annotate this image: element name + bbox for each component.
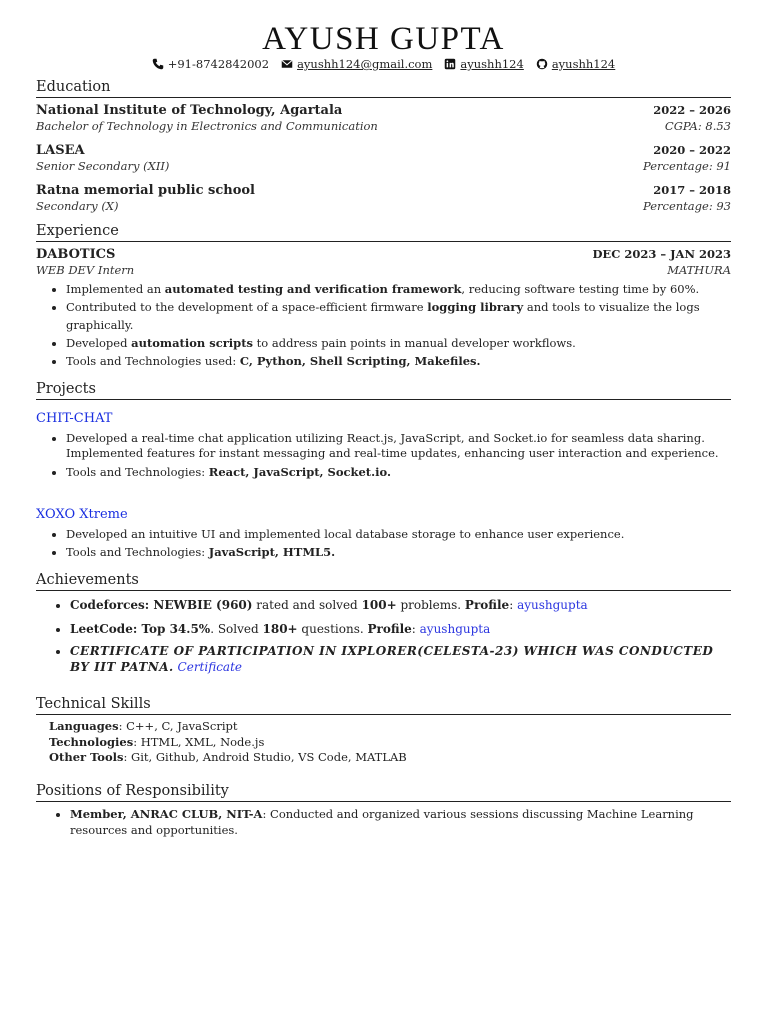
list-item xyxy=(66,543,731,561)
bold-text: Profile xyxy=(464,598,510,612)
score: Percentage: 91 xyxy=(643,159,731,173)
project-bullets xyxy=(36,431,731,480)
list-item xyxy=(66,280,731,298)
bold-text: LeetCode: Top 34.5% xyxy=(70,622,211,636)
education-item xyxy=(36,142,731,174)
list-item xyxy=(66,334,731,352)
date-range: 2022 – 2026 xyxy=(653,103,731,117)
bold-text: automated testing and verification framework xyxy=(164,282,462,296)
github-link[interactable]: ayushh124 xyxy=(551,57,616,71)
bold-text: C, Python, Shell Scripting, Makefiles. xyxy=(239,354,481,368)
profile-link[interactable]: ayushgupta xyxy=(419,622,491,636)
bold-text: logging library xyxy=(427,300,524,314)
list-item xyxy=(70,619,731,639)
date-range: DEC 2023 – JAN 2023 xyxy=(592,247,731,261)
bold-text: 180+ xyxy=(262,622,298,636)
experience-bullets xyxy=(36,280,731,370)
bold-text: Member, ANRAC CLUB, NIT-A xyxy=(70,806,263,821)
certificate-text: CERTIFICATE OF PARTICIPATION IN IXPLORER(CELESTA-23) WHICH WAS CONDUCTED BY IIT PATNA. xyxy=(70,644,714,674)
phone-icon xyxy=(152,58,164,70)
list-item xyxy=(70,643,731,675)
text: : Conducted and organized various sessions discussing Machine Learning resources and opportunities. xyxy=(70,806,694,837)
bold-text: Profile xyxy=(367,622,412,636)
achievements-section xyxy=(36,571,731,675)
resume-page xyxy=(36,0,731,838)
text: , reducing software testing time by 60%. xyxy=(461,282,700,296)
achievement-list xyxy=(36,595,731,675)
text: Tools and Technologies used: xyxy=(66,354,240,368)
list-item: • Developed an intuitive UI and implemented local database storage to enhance user experience. xyxy=(66,525,731,543)
education-item xyxy=(36,182,731,214)
experience-section xyxy=(36,222,731,370)
list-item xyxy=(66,465,731,480)
project-bullets xyxy=(36,525,731,561)
project-title-link[interactable]: CHIT-CHAT xyxy=(36,411,113,426)
degree: Senior Secondary (XII) xyxy=(36,159,170,173)
linkedin-icon xyxy=(444,58,456,70)
list-item xyxy=(70,595,731,615)
skill-label: Languages xyxy=(49,719,119,733)
project-title-link[interactable]: XOXO Xtreme xyxy=(36,507,128,522)
text: . Solved xyxy=(210,622,263,636)
text: Implemented an xyxy=(66,282,165,296)
phone-contact[interactable] xyxy=(152,56,269,72)
section-title: Positions of Responsibility xyxy=(36,782,731,802)
list-item xyxy=(70,806,731,838)
projects-section xyxy=(36,380,731,561)
company-name: DABOTICS xyxy=(36,247,116,262)
skill-value: : Git, Github, Android Studio, VS Code, MATLAB xyxy=(123,750,407,764)
list-item xyxy=(66,352,731,370)
bold-text: React, JavaScript, Socket.io. xyxy=(208,465,391,479)
skill-label: Other Tools xyxy=(49,750,124,764)
responsibility-section xyxy=(36,782,731,838)
skill-label: Technologies xyxy=(49,734,134,749)
section-title: Education xyxy=(36,78,731,98)
text: to address pain points in manual developer workflows. xyxy=(253,336,576,350)
email-link[interactable]: ayushh124@gmail.com xyxy=(297,57,433,71)
skill-value: : HTML, XML, Node.js xyxy=(133,734,265,749)
phone-number: +91-8742842002 xyxy=(167,57,270,71)
skills-section xyxy=(36,695,731,766)
text: : xyxy=(509,598,518,612)
profile-link[interactable]: ayushgupta xyxy=(517,598,588,612)
github-icon xyxy=(536,58,548,70)
institution-name: LASEA xyxy=(36,143,85,158)
skill-row xyxy=(49,750,731,766)
text: and tools to visualize the logs graphically. xyxy=(66,300,700,332)
text: problems. xyxy=(396,598,465,612)
bold-text: Codeforces: NEWBIE (960) xyxy=(70,598,253,612)
section-title: Projects xyxy=(36,380,731,400)
github-contact[interactable] xyxy=(536,56,615,72)
education-item xyxy=(36,102,731,134)
degree: Secondary (X) xyxy=(36,199,119,213)
institution-name: Ratna memorial public school xyxy=(36,183,255,198)
responsibility-list xyxy=(36,806,731,838)
text: Tools and Technologies: xyxy=(66,545,209,559)
section-title: Technical Skills xyxy=(36,695,731,715)
text: questions. xyxy=(297,622,368,636)
institution-name: National Institute of Technology, Agartala xyxy=(36,103,343,118)
skill-row xyxy=(49,735,731,751)
text: Developed xyxy=(66,336,132,350)
score: Percentage: 93 xyxy=(643,199,731,213)
education-section xyxy=(36,78,731,214)
date-range: 2017 – 2018 xyxy=(653,183,731,197)
linkedin-contact[interactable] xyxy=(444,56,523,72)
text: Tools and Technologies: xyxy=(66,465,209,479)
contact-bar xyxy=(36,56,731,72)
text: : xyxy=(411,622,420,636)
envelope-icon xyxy=(281,58,293,70)
list-item xyxy=(66,298,731,334)
score: CGPA: 8.53 xyxy=(664,119,731,133)
text: Contributed to the development of a space-efficient firmware xyxy=(66,300,428,314)
job-role: WEB DEV Intern xyxy=(36,263,135,277)
section-title: Experience xyxy=(36,222,731,242)
bold-text: 100+ xyxy=(361,598,397,612)
linkedin-link[interactable]: ayushh124 xyxy=(460,57,524,71)
skill-value: : C++, C, JavaScript xyxy=(118,719,238,733)
candidate-name: AYUSH GUPTA xyxy=(262,21,505,57)
degree: Bachelor of Technology in Electronics and Communication xyxy=(36,119,378,133)
section-title: Achievements xyxy=(36,571,731,591)
skills-list xyxy=(36,719,731,766)
text: rated and solved xyxy=(252,598,362,612)
skill-row xyxy=(49,719,731,735)
certificate-link[interactable]: Certificate xyxy=(177,660,243,674)
bold-text: automation scripts xyxy=(131,336,253,350)
bold-text: JavaScript, HTML5. xyxy=(208,545,336,559)
job-location: MATHURA xyxy=(667,263,731,277)
email-contact[interactable] xyxy=(281,56,432,72)
date-range: 2020 – 2022 xyxy=(653,143,731,157)
list-item: • Developed a real-time chat application utilizing React.js, JavaScript, and Socket.io for seamless data sharing. Implemented features for instant messaging and real-time updates, enhancing user interaction and experience. xyxy=(66,431,731,461)
